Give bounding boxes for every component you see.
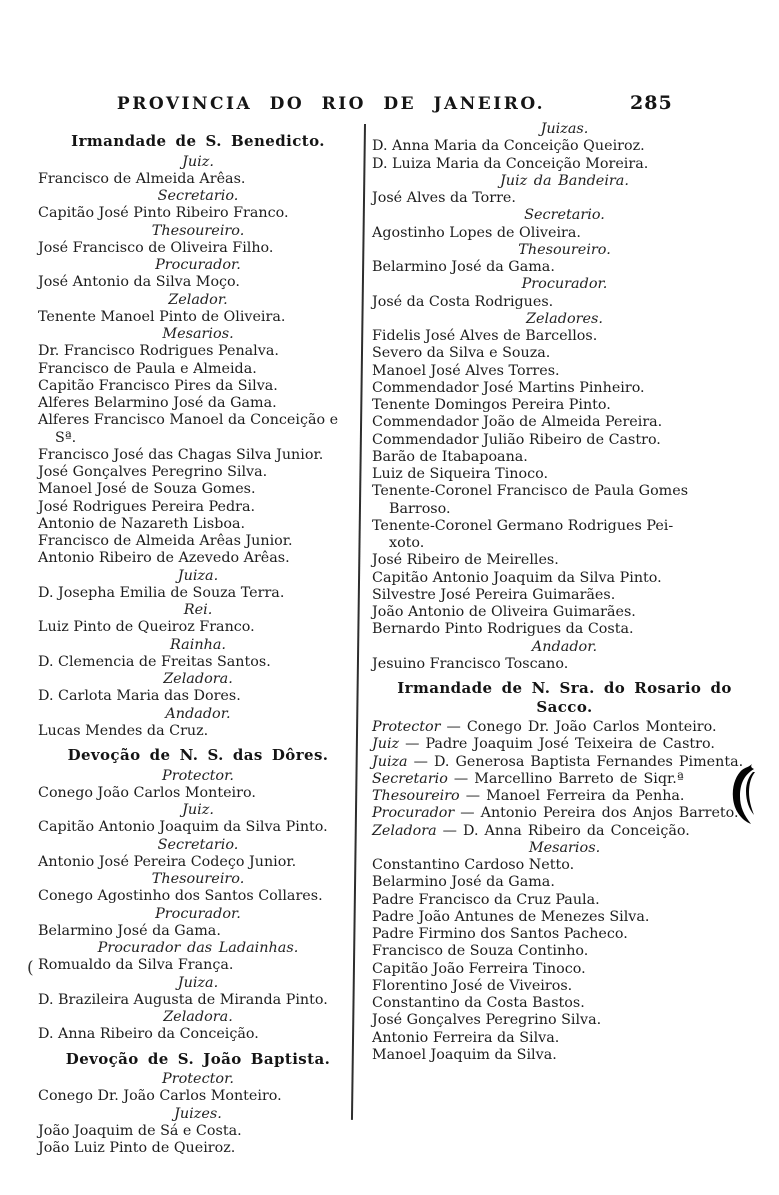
person-name: D. Josepha Emilia de Souza Terra. <box>38 584 285 601</box>
role-label: Juiz <box>372 736 400 753</box>
role-label: Andador. <box>531 638 598 655</box>
person-name-line: xoto. <box>389 535 425 551</box>
person-name: Romualdo da Silva França. <box>38 957 234 974</box>
person-name: Commendador João de Almeida Pereira. <box>372 414 663 431</box>
person-name: Belarmino José da Gama. <box>38 922 221 939</box>
person-name: D. Anna Ribeiro da Conceição. <box>463 822 690 839</box>
person-name: Commendador José Martins Pinheiro. <box>372 379 645 396</box>
dash-separator: — <box>436 822 463 839</box>
person-name: João Joaquim de Sá e Costa. <box>38 1122 242 1139</box>
person-name: Antonio de Nazareth Lisboa. <box>38 515 246 532</box>
person-name: D. Anna Maria da Conceição Queiroz. <box>372 138 645 155</box>
person-name: Conego João Carlos Monteiro. <box>38 784 256 801</box>
right-column <box>369 121 760 1064</box>
person-name: Capitão José Pinto Ribeiro Franco. <box>38 205 289 222</box>
officer-entry <box>369 771 760 788</box>
role-label: Juizes. <box>174 1105 222 1122</box>
role-label: Juiz. <box>182 153 214 170</box>
dash-separator: — <box>459 788 487 804</box>
person-name: D. Luiza Maria da Conceição Moreira. <box>372 155 649 172</box>
role-label: Thesoureiro. <box>518 241 611 258</box>
person-name: Manoel Ferreira da Penha. <box>486 788 685 804</box>
person-name: Antonio Pereira dos Anjos Barreto. <box>480 805 739 822</box>
person-name <box>369 483 760 518</box>
section-heading: Devoção de S. João Baptista. <box>65 1049 331 1068</box>
officer-entry <box>369 754 760 771</box>
person-name: Constantino Cardoso Netto. <box>372 857 575 873</box>
role-label: Thesoureiro. <box>151 222 245 239</box>
person-name: Dr. Francisco Rodrigues Penalva. <box>38 343 279 360</box>
person-name: Agostinho Lopes de Oliveira. <box>372 224 581 241</box>
person-name: Commendador Julião Ribeiro de Castro. <box>372 431 661 448</box>
role-label: Secretario <box>372 770 448 787</box>
person-name: D. Generosa Baptista Fernandes Pimenta. <box>433 753 744 770</box>
role-label: Protector. <box>162 1071 234 1087</box>
role-label: Zelador. <box>168 291 228 308</box>
role-label: Juizas. <box>540 121 589 137</box>
dash-separator: — <box>447 770 475 787</box>
role-label: Juiza <box>372 753 408 770</box>
person-name: Padre Joaquim José Teixeira de Castro. <box>425 736 715 753</box>
section-heading: Irmandade de N. Sra. do Rosario do Sacco. <box>397 679 732 716</box>
role-label: Mesarios. <box>162 326 234 342</box>
role-label: Mesarios. <box>528 839 601 856</box>
person-name: José Antonio da Silva Moço. <box>38 274 240 291</box>
role-label: Protector <box>372 719 441 735</box>
person-name: Silvestre José Pereira Guimarães. <box>372 586 616 603</box>
person-name: Marcellino Barreto de Siqr.ª <box>474 770 684 787</box>
person-name: D. Anna Ribeiro da Conceição. <box>38 1026 259 1043</box>
person-name: Jesuino Francisco Toscano. <box>372 655 569 672</box>
person-name: D. Clemencia de Freitas Santos. <box>38 653 271 670</box>
person-name: Capitão Antonio Joaquim da Silva Pinto. <box>372 569 662 586</box>
person-name: Alferes Francisco Manoel da Conceição e Sª. <box>38 412 339 446</box>
person-name: Belarmino José da Gama. <box>372 259 555 275</box>
role-label: Procurador. <box>521 276 608 293</box>
role-label: Zeladora. <box>163 671 233 687</box>
person-name: Lucas Mendes da Cruz. <box>38 722 209 739</box>
role-label: Zeladora <box>372 822 437 839</box>
running-head <box>0 94 779 118</box>
person-name-line: Tenente-Coronel Francisco de Paula Gomes <box>372 483 689 500</box>
officer-entry <box>369 736 760 753</box>
officer-entry <box>369 719 760 736</box>
person-name-line: Tenente-Coronel Germano Rodrigues Pei- <box>372 517 674 534</box>
role-label: Andador. <box>165 705 231 722</box>
person-name: José da Costa Rodrigues. <box>372 293 554 310</box>
person-name: Constantino da Costa Bastos. <box>372 995 585 1011</box>
person-name: Padre João Antunes de Menezes Silva. <box>372 908 650 925</box>
person-name: Capitão Francisco Pires da Silva. <box>38 377 278 394</box>
person-name: José Ribeiro de Meirelles. <box>372 552 559 569</box>
dash-separator: — <box>407 753 434 770</box>
role-label: Juiza. <box>177 974 219 991</box>
person-name: Bernardo Pinto Rodrigues da Costa. <box>372 621 634 638</box>
person-name: Conego Agostinho dos Santos Collares. <box>38 888 323 905</box>
left-column <box>35 126 361 1157</box>
role-label: Zeladores. <box>526 310 603 327</box>
officer-entry <box>369 788 760 805</box>
page-header-title: PROVINCIA DO RIO DE JANEIRO. <box>116 94 546 114</box>
person-name: Florentino José de Viveiros. <box>372 977 573 994</box>
role-label: Juiza. <box>177 567 219 584</box>
page-number: 285 <box>630 92 673 114</box>
role-label: Procurador. <box>155 905 241 922</box>
person-name: Francisco José das Chagas Silva Junior. <box>38 446 324 463</box>
role-label: Procurador. <box>155 257 241 273</box>
role-label: Secretario. <box>157 188 239 204</box>
person-name: Francisco de Almeida Arêas Junior. <box>38 533 293 549</box>
role-label: Juiz da Bandeira. <box>500 172 629 189</box>
person-name: Manoel José Alves Torres. <box>372 362 560 379</box>
person-name: Francisco de Souza Continho. <box>372 943 589 960</box>
person-name: Francisco de Almeida Arêas. <box>38 170 246 187</box>
officer-entry <box>369 805 760 822</box>
role-label: Rainha. <box>169 636 227 653</box>
role-label: Thesoureiro. <box>151 871 245 887</box>
person-name: Severo da Silva e Souza. <box>372 345 551 362</box>
stray-mark: ( <box>27 958 34 978</box>
person-name: José Alves da Torre. <box>372 190 516 206</box>
person-name: Capitão Antonio Joaquim da Silva Pinto. <box>38 819 328 836</box>
person-name: Luiz Pinto de Queiroz Franco. <box>38 619 255 636</box>
person-name: Padre Francisco da Cruz Paula. <box>372 891 600 908</box>
person-name: D. Brazileira Augusta de Miranda Pinto. <box>38 991 328 1008</box>
role-label: Secretario. <box>157 836 239 853</box>
dash-separator: — <box>440 719 467 735</box>
person-name: Manoel José de Souza Gomes. <box>38 481 256 498</box>
person-name: Barão de Itabapoana. <box>372 448 528 465</box>
person-name: Alferes Belarmino José da Gama. <box>38 395 277 411</box>
person-name: José Gonçalves Peregrino Silva. <box>38 464 268 480</box>
role-label: Procurador <box>372 805 455 822</box>
person-name: Luiz de Siqueira Tinoco. <box>372 466 549 482</box>
section-heading: Devoção de N. S. das Dôres. <box>67 746 329 764</box>
section-heading: Irmandade de S. Benedicto. <box>71 132 325 150</box>
officer-entry <box>369 823 760 840</box>
person-name: Padre Firmino dos Santos Pacheco. <box>372 926 628 942</box>
person-name: Tenente Manoel Pinto de Oliveira. <box>38 308 286 325</box>
person-name: D. Carlota Maria das Dores. <box>38 688 241 705</box>
role-label: Protector. <box>162 767 234 784</box>
person-name: João Luiz Pinto de Queiroz. <box>38 1140 236 1156</box>
person-name: Capitão João Ferreira Tinoco. <box>372 960 586 977</box>
person-name: Belarmino José da Gama. <box>372 874 555 891</box>
person-name: Francisco de Paula e Almeida. <box>38 360 257 377</box>
person-name: Manoel Joaquim da Silva. <box>372 1046 557 1063</box>
person-name <box>369 518 760 553</box>
role-label: Thesoureiro <box>372 788 460 804</box>
role-label: Secretario. <box>524 207 605 224</box>
role-label: Zeladora. <box>163 1009 233 1025</box>
ink-blot-artifact <box>731 763 759 825</box>
person-name: José Gonçalves Peregrino Silva. <box>372 1012 602 1029</box>
dash-separator: — <box>454 805 481 822</box>
person-name: Conego Dr. João Carlos Monteiro. <box>466 719 717 735</box>
person-name: Tenente Domingos Pereira Pinto. <box>372 397 611 413</box>
person-name-line: Barroso. <box>389 500 451 517</box>
person-name: José Rodrigues Pereira Pedra. <box>38 498 256 515</box>
person-name: Fidelis José Alves de Barcellos. <box>372 328 598 344</box>
dash-separator: — <box>399 736 426 753</box>
person-name: Antonio José Pereira Codeço Junior. <box>38 853 297 870</box>
person-name: José Francisco de Oliveira Filho. <box>38 239 274 256</box>
role-label: Rei. <box>183 602 213 618</box>
role-label: Juiz. <box>182 802 214 818</box>
person-name: Antonio Ribeiro de Azevedo Arêas. <box>38 550 290 567</box>
role-label: Procurador das Ladainhas. <box>97 940 299 956</box>
person-name: Antonio Ferreira da Silva. <box>372 1029 560 1046</box>
person-name: João Antonio de Oliveira Guimarães. <box>372 604 636 620</box>
person-name: Conego Dr. João Carlos Monteiro. <box>38 1088 282 1105</box>
